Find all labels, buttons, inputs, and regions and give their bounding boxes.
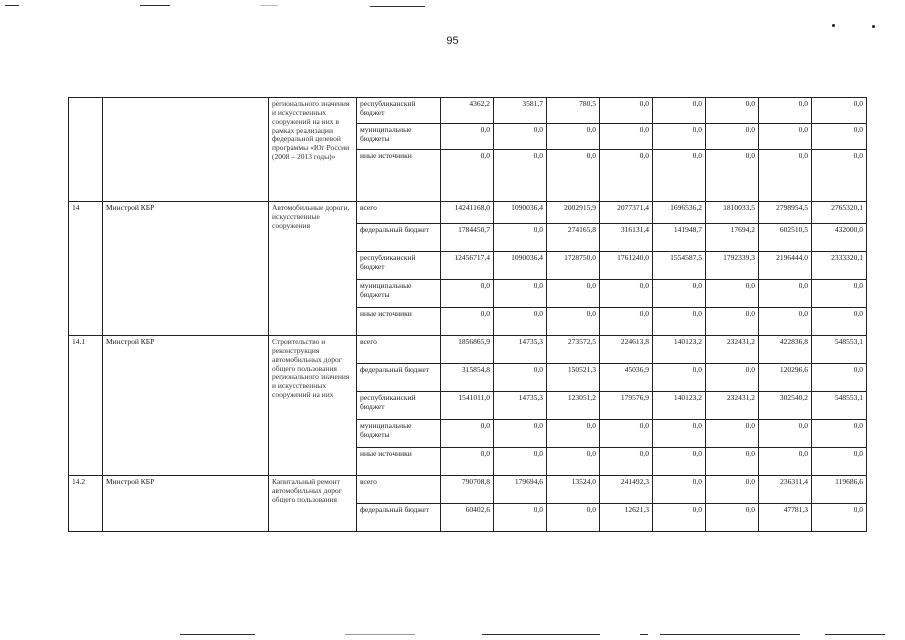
amount-cell: 0,0 [653,364,706,392]
amount-cell: 141948,7 [653,224,706,252]
amount-cell: 0,0 [494,420,547,448]
amount-cell: 0,0 [494,124,547,150]
amount-cell: 0,0 [494,150,547,202]
amount-cell: 150521,3 [547,364,600,392]
amount-cell: 4362,2 [441,98,494,124]
amount-cell: 0,0 [600,448,653,476]
amount-cell: 0,0 [547,124,600,150]
amount-cell: 2077371,4 [600,202,653,224]
scan-mark [180,634,255,635]
amount-cell: 0,0 [547,280,600,308]
amount-cell: 273572,5 [547,336,600,364]
row-number: 14.2 [69,476,103,532]
amount-cell: 0,0 [653,150,706,202]
amount-cell: 1541011,0 [441,392,494,420]
amount-cell: 45036,9 [600,364,653,392]
scan-mark [660,634,800,635]
amount-cell: 0,0 [494,504,547,532]
amount-cell: 119686,6 [812,476,867,504]
scan-mark [140,5,170,6]
amount-cell: 1810033,5 [706,202,759,224]
amount-cell: 0,0 [441,420,494,448]
amount-cell: 2798954,5 [759,202,812,224]
amount-cell: 0,0 [812,280,867,308]
amount-cell: 0,0 [759,124,812,150]
amount-cell: 0,0 [812,420,867,448]
amount-cell: 0,0 [812,98,867,124]
amount-cell: 0,0 [494,224,547,252]
amount-cell: 0,0 [547,150,600,202]
amount-cell: 315854,8 [441,364,494,392]
amount-cell: 0,0 [653,98,706,124]
amount-cell: 0,0 [494,280,547,308]
amount-cell: 0,0 [759,420,812,448]
scan-dot [872,25,875,28]
amount-cell: 0,0 [600,124,653,150]
amount-cell: 1728750,0 [547,252,600,280]
amount-cell: 2765320,1 [812,202,867,224]
amount-cell: 0,0 [653,476,706,504]
amount-cell: 0,0 [441,280,494,308]
program-cell: Строительство и реконструкция автомобильных дорог общего пользования регионального значения и искусственных сооружений на них [269,336,357,476]
amount-cell: 1761240,0 [600,252,653,280]
amount-cell: 0,0 [706,124,759,150]
amount-cell: 0,0 [812,308,867,336]
amount-cell: 2002915,9 [547,202,600,224]
amount-cell: 0,0 [653,124,706,150]
amount-cell: 0,0 [547,504,600,532]
organization-cell: Минстрой КБР [103,336,269,476]
amount-cell: 232431,2 [706,336,759,364]
amount-cell: 0,0 [812,124,867,150]
amount-cell: 60402,6 [441,504,494,532]
page-number: 95 [446,35,459,47]
amount-cell: 1696536,2 [653,202,706,224]
amount-cell: 123051,2 [547,392,600,420]
amount-cell: 236311,4 [759,476,812,504]
amount-cell: 0,0 [653,504,706,532]
amount-cell: 0,0 [759,98,812,124]
amount-cell: 0,0 [759,150,812,202]
amount-cell: 0,0 [494,448,547,476]
amount-cell: 120296,6 [759,364,812,392]
amount-cell: 0,0 [600,280,653,308]
amount-cell: 12456717,4 [441,252,494,280]
amount-cell: 179694,6 [494,476,547,504]
amount-cell: 0,0 [759,448,812,476]
program-cell: Автомобильные дороги, искусственные сооружения [269,202,357,336]
table-row [69,476,867,504]
amount-cell: 0,0 [494,364,547,392]
funding-source-cell: республиканский бюджет [357,252,441,280]
amount-cell: 0,0 [706,420,759,448]
amount-cell: 0,0 [653,280,706,308]
amount-cell: 0,0 [653,308,706,336]
amount-cell: 790708,8 [441,476,494,504]
scan-mark [370,6,425,7]
row-number: 14 [69,202,103,336]
funding-source-cell: иные источники [357,150,441,202]
funding-source-cell: всего [357,336,441,364]
organization-cell: Минстрой КБР [103,476,269,532]
amount-cell: 1090036,4 [494,252,547,280]
amount-cell: 17694,2 [706,224,759,252]
amount-cell: 548553,1 [812,392,867,420]
amount-cell: 1792339,3 [706,252,759,280]
scan-mark [482,634,600,635]
amount-cell: 316131,4 [600,224,653,252]
amount-cell: 140123,2 [653,336,706,364]
funding-source-cell: иные источники [357,308,441,336]
amount-cell: 14735,3 [494,336,547,364]
amount-cell: 0,0 [494,308,547,336]
organization-cell: Минстрой КБР [103,202,269,336]
table-row [69,202,867,224]
program-cell: регионального значения и искусственных сооружений на них в рамках реализации федеральной целевой программы «Юг России (2008 – 2013 годы)» [269,98,357,202]
amount-cell: 0,0 [441,150,494,202]
amount-cell: 232431,2 [706,392,759,420]
amount-cell: 0,0 [812,504,867,532]
amount-cell: 13524,0 [547,476,600,504]
amount-cell: 241492,3 [600,476,653,504]
funding-source-cell: иные источники [357,448,441,476]
amount-cell: 1554587,5 [653,252,706,280]
amount-cell: 0,0 [441,448,494,476]
amount-cell: 302540,2 [759,392,812,420]
amount-cell: 14241168,0 [441,202,494,224]
table-row [69,336,867,364]
amount-cell: 274165,8 [547,224,600,252]
funding-source-cell: федеральный бюджет [357,224,441,252]
amount-cell: 0,0 [547,420,600,448]
amount-cell: 0,0 [547,308,600,336]
amount-cell: 0,0 [441,124,494,150]
amount-cell: 0,0 [653,420,706,448]
funding-source-cell: республиканский бюджет [357,98,441,124]
amount-cell: 0,0 [706,308,759,336]
scan-dot [832,24,835,27]
amount-cell: 0,0 [706,280,759,308]
amount-cell: 0,0 [706,364,759,392]
amount-cell: 0,0 [706,504,759,532]
funding-source-cell: муниципальные бюджеты [357,420,441,448]
table-row [69,98,867,124]
amount-cell: 0,0 [706,448,759,476]
amount-cell: 0,0 [653,448,706,476]
amount-cell: 0,0 [600,98,653,124]
scan-mark [345,634,415,635]
amount-cell: 179576,9 [600,392,653,420]
program-cell: Капитальный ремонт автомобильных дорог общего пользования [269,476,357,532]
amount-cell: 602510,5 [759,224,812,252]
funding-source-cell: всего [357,476,441,504]
amount-cell: 0,0 [600,308,653,336]
amount-cell: 0,0 [706,150,759,202]
amount-cell: 0,0 [706,98,759,124]
amount-cell: 0,0 [812,448,867,476]
funding-source-cell: республиканский бюджет [357,392,441,420]
amount-cell: 548553,1 [812,336,867,364]
amount-cell: 0,0 [600,150,653,202]
amount-cell: 0,0 [547,448,600,476]
funding-source-cell: федеральный бюджет [357,364,441,392]
amount-cell: 3581,7 [494,98,547,124]
amount-cell: 0,0 [706,476,759,504]
amount-cell: 2196444,0 [759,252,812,280]
funding-source-cell: муниципальные бюджеты [357,124,441,150]
amount-cell: 0,0 [812,364,867,392]
amount-cell: 0,0 [759,280,812,308]
amount-cell: 780,5 [547,98,600,124]
scan-mark [5,5,19,6]
organization-cell [103,98,269,202]
scan-mark [825,634,885,635]
amount-cell: 14735,3 [494,392,547,420]
amount-cell: 1090036,4 [494,202,547,224]
amount-cell: 0,0 [759,308,812,336]
amount-cell: 1784450,7 [441,224,494,252]
amount-cell: 0,0 [600,420,653,448]
funding-source-cell: федеральный бюджет [357,504,441,532]
amount-cell: 140123,2 [653,392,706,420]
amount-cell: 0,0 [812,150,867,202]
amount-cell: 2333320,1 [812,252,867,280]
row-number: 14.1 [69,336,103,476]
amount-cell: 422836,8 [759,336,812,364]
amount-cell: 12621,3 [600,504,653,532]
amount-cell: 0,0 [441,308,494,336]
funding-source-cell: всего [357,202,441,224]
amount-cell: 47781,3 [759,504,812,532]
amount-cell: 1856865,9 [441,336,494,364]
row-number [69,98,103,202]
amount-cell: 224613,8 [600,336,653,364]
amount-cell: 432000,0 [812,224,867,252]
scan-mark [640,634,648,635]
budget-table [68,97,867,532]
funding-source-cell: муниципальные бюджеты [357,280,441,308]
scan-mark [260,5,278,6]
